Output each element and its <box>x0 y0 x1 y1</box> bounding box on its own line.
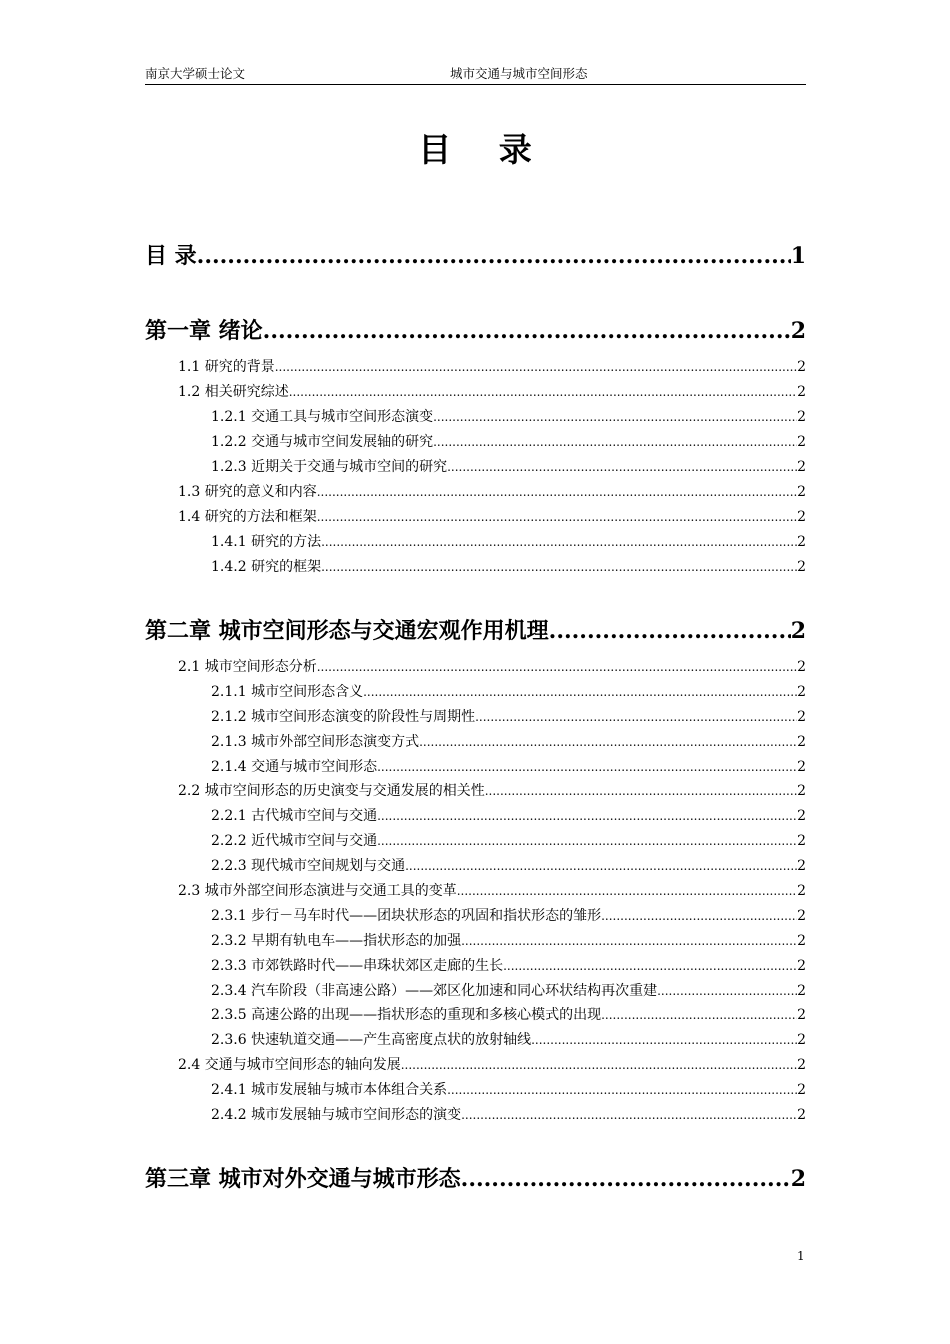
toc-entry-text: 2.3.1 步行－马车时代——团块状形态的巩固和指状形态的雏形 <box>211 908 602 924</box>
toc-entry-1-2[interactable] <box>178 383 806 401</box>
toc-entry-page: 1 <box>790 243 806 269</box>
toc-entry-2-1-2[interactable] <box>211 708 806 726</box>
toc-entry-chapter-3[interactable] <box>145 1165 806 1193</box>
toc-leader-dots <box>461 1165 791 1193</box>
toc-entry-page: 2 <box>797 759 806 775</box>
toc-entry-text: 2.3.5 高速公路的出现——指状形态的重现和多核心模式的出现 <box>211 1007 602 1023</box>
toc-entry-text: 2.1.2 城市空间形态演变的阶段性与周期性 <box>211 709 476 725</box>
toc-leader-dots <box>317 508 797 526</box>
toc-leader-dots <box>503 957 797 975</box>
toc-entry-2-1-1[interactable] <box>211 683 806 701</box>
toc-entry-1-2-2[interactable] <box>211 433 806 451</box>
toc-entry-text: 1.1 研究的背景 <box>178 359 275 375</box>
toc-entry-text: 1.2.2 交通与城市空间发展轴的研究 <box>211 434 434 450</box>
toc-entry-page: 2 <box>797 684 806 700</box>
toc-entry-page: 2 <box>797 783 806 799</box>
toc-entry-page: 2 <box>797 734 806 750</box>
toc-entry-contents[interactable] <box>145 242 806 270</box>
toc-leader-dots <box>289 383 797 401</box>
toc-entry-page: 2 <box>797 958 806 974</box>
toc-leader-dots <box>433 433 797 451</box>
toc-entry-text: 2.3.2 早期有轨电车——指状形态的加强 <box>211 933 462 949</box>
toc-entry-text: 2.1.3 城市外部空间形态演变方式 <box>211 734 420 750</box>
toc-entry-1-2-3[interactable] <box>211 458 806 476</box>
toc-entry-page: 2 <box>797 659 806 675</box>
page-number: 1 <box>797 1249 805 1263</box>
toc-entry-page: 2 <box>797 1057 806 1073</box>
toc-entry-2-4[interactable] <box>178 1056 806 1074</box>
toc-entry-chapter-2[interactable] <box>145 617 806 645</box>
header-thesis-title: 城市交通与城市空间形态 <box>450 66 588 81</box>
toc-entry-2-3-4[interactable] <box>211 982 806 1000</box>
toc-leader-dots <box>263 317 791 345</box>
toc-entry-2-3-6[interactable] <box>211 1031 806 1049</box>
toc-entry-text: 1.4.1 研究的方法 <box>211 534 322 550</box>
toc-entry-page: 2 <box>797 858 806 874</box>
toc-leader-dots <box>433 408 797 426</box>
toc-leader-dots <box>377 758 797 776</box>
toc-entry-text: 1.4.2 研究的框架 <box>211 559 322 575</box>
toc-entry-text: 2.1 城市空间形态分析 <box>178 659 317 675</box>
toc-entry-text: 2.3.3 市郊铁路时代——串珠状郊区走廊的生长 <box>211 958 504 974</box>
toc-entry-1-1[interactable] <box>178 358 806 376</box>
toc-entry-2-2[interactable] <box>178 782 806 800</box>
toc-entry-2-3-1[interactable] <box>211 907 806 925</box>
toc-entry-text: 1.2 相关研究综述 <box>178 384 289 400</box>
toc-leader-dots <box>531 1031 797 1049</box>
toc-entry-2-2-2[interactable] <box>211 832 806 850</box>
toc-entry-page: 2 <box>797 1032 806 1048</box>
toc-entry-2-4-2[interactable] <box>211 1106 806 1124</box>
toc-leader-dots <box>377 832 797 850</box>
toc-entry-text: 2.4.2 城市发展轴与城市空间形态的演变 <box>211 1107 462 1123</box>
toc-leader-dots <box>197 242 791 270</box>
toc-entry-chapter-1[interactable] <box>145 317 806 345</box>
toc-entry-text: 1.4 研究的方法和框架 <box>178 509 317 525</box>
toc-entry-2-1-3[interactable] <box>211 733 806 751</box>
toc-entry-text: 第二章 城市空间形态与交通宏观作用机理 <box>145 618 549 644</box>
page-title: 目 录 <box>418 130 550 169</box>
toc-entry-text: 第一章 绪论 <box>145 318 263 344</box>
toc-entry-page: 2 <box>797 534 806 550</box>
toc-entry-page: 2 <box>797 1107 806 1123</box>
toc-entry-text: 2.3.6 快速轨道交通——产生高密度点状的放射轴线 <box>211 1032 532 1048</box>
toc-leader-dots <box>485 782 797 800</box>
toc-entry-text: 2.2.2 近代城市空间与交通 <box>211 833 378 849</box>
toc-entry-text: 2.1.4 交通与城市空间形态 <box>211 759 378 775</box>
toc-leader-dots <box>363 683 797 701</box>
toc-entry-1-4[interactable] <box>178 508 806 526</box>
toc-entry-text: 1.3 研究的意义和内容 <box>178 484 317 500</box>
toc-entry-page: 2 <box>797 484 806 500</box>
toc-entry-page: 2 <box>797 933 806 949</box>
toc-entry-2-3[interactable] <box>178 882 806 900</box>
toc-entry-text: 2.1.1 城市空间形态含义 <box>211 684 364 700</box>
toc-leader-dots <box>317 658 797 676</box>
toc-entry-page: 2 <box>797 384 806 400</box>
toc-leader-dots <box>457 882 797 900</box>
toc-entry-2-2-3[interactable] <box>211 857 806 875</box>
toc-entry-text: 2.4 交通与城市空间形态的轴向发展 <box>178 1057 401 1073</box>
toc-entry-1-2-1[interactable] <box>211 408 806 426</box>
toc-entry-page: 2 <box>790 1166 806 1192</box>
toc-entry-page: 2 <box>797 833 806 849</box>
toc-leader-dots <box>461 932 797 950</box>
toc-entry-page: 2 <box>797 359 806 375</box>
toc-leader-dots <box>405 857 797 875</box>
toc-entry-page: 2 <box>797 509 806 525</box>
toc-entry-page: 2 <box>790 318 806 344</box>
toc-entry-text: 1.2.3 近期关于交通与城市空间的研究 <box>211 459 448 475</box>
toc-entry-text: 2.4.1 城市发展轴与城市本体组合关系 <box>211 1082 448 1098</box>
toc-entry-page: 2 <box>797 559 806 575</box>
toc-entry-1-4-2[interactable] <box>211 558 806 576</box>
toc-entry-page: 2 <box>797 409 806 425</box>
toc-entry-2-4-1[interactable] <box>211 1081 806 1099</box>
toc-entry-1-3[interactable] <box>178 483 806 501</box>
toc-leader-dots <box>601 907 797 925</box>
header-thesis-label: 南京大学硕士论文 <box>145 66 246 81</box>
toc-entry-text: 2.2.3 现代城市空间规划与交通 <box>211 858 406 874</box>
toc-entry-page: 2 <box>797 709 806 725</box>
toc-entry-2-1-4[interactable] <box>211 758 806 776</box>
toc-entry-page: 2 <box>797 434 806 450</box>
toc-leader-dots <box>321 533 797 551</box>
toc-entry-page: 2 <box>797 808 806 824</box>
toc-entry-text: 2.2 城市空间形态的历史演变与交通发展的相关性 <box>178 783 485 799</box>
toc-leader-dots <box>447 1081 797 1099</box>
toc-entry-2-3-3[interactable] <box>211 957 806 975</box>
toc-entry-page: 2 <box>797 983 806 999</box>
toc-entry-text: 2.2.1 古代城市空间与交通 <box>211 808 378 824</box>
toc-entry-page: 2 <box>797 1007 806 1023</box>
toc-entry-2-3-2[interactable] <box>211 932 806 950</box>
toc-entry-page: 2 <box>797 883 806 899</box>
toc-leader-dots <box>419 733 797 751</box>
toc-entry-page: 2 <box>797 459 806 475</box>
toc-entry-2-3-5[interactable] <box>211 1006 806 1024</box>
toc-entry-page: 2 <box>797 908 806 924</box>
toc-entry-1-4-1[interactable] <box>211 533 806 551</box>
toc-entry-page: 2 <box>790 618 806 644</box>
toc-entry-2-1[interactable] <box>178 658 806 676</box>
toc-entry-text: 第三章 城市对外交通与城市形态 <box>145 1166 461 1192</box>
toc-entry-text: 1.2.1 交通工具与城市空间形态演变 <box>211 409 434 425</box>
toc-leader-dots <box>401 1056 797 1074</box>
toc-leader-dots <box>657 982 797 1000</box>
toc-entry-text: 2.3 城市外部空间形态演进与交通工具的变革 <box>178 883 457 899</box>
toc-leader-dots <box>317 483 797 501</box>
toc-leader-dots <box>475 708 797 726</box>
toc-leader-dots <box>321 558 797 576</box>
running-header <box>145 66 806 85</box>
toc-leader-dots <box>601 1006 797 1024</box>
toc-leader-dots <box>461 1106 797 1124</box>
toc-entry-text: 2.3.4 汽车阶段（非高速公路）——郊区化加速和同心环状结构再次重建 <box>211 983 658 999</box>
toc-entry-page: 2 <box>797 1082 806 1098</box>
toc-leader-dots <box>377 807 797 825</box>
toc-leader-dots <box>447 458 797 476</box>
toc-leader-dots <box>549 617 791 645</box>
toc-leader-dots <box>275 358 797 376</box>
toc-entry-text: 目 录 <box>145 243 197 269</box>
toc-entry-2-2-1[interactable] <box>211 807 806 825</box>
